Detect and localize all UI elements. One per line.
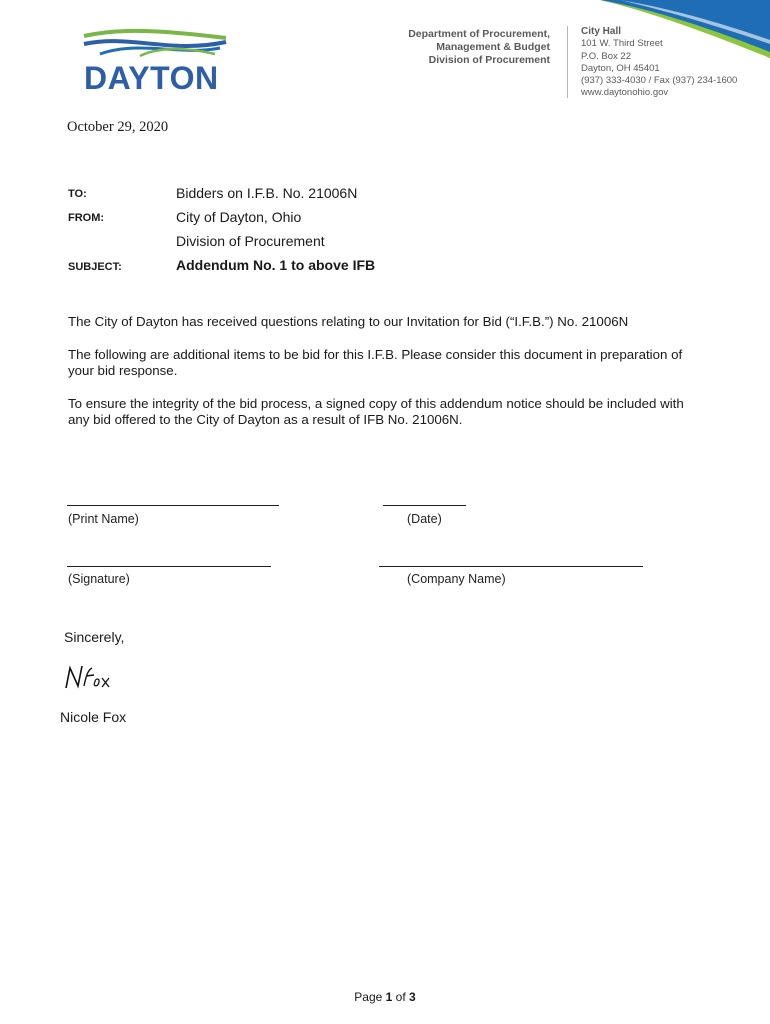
body-paragraph-3-line2: any bid offered to the City of Dayton as a result of IFB No. 21006N. — [68, 412, 463, 427]
subject-label: SUBJECT: — [68, 261, 122, 273]
dayton-logo-waves-icon — [80, 26, 230, 62]
body-paragraph-2-line1: The following are additional items to be bid for this I.F.B. Please consider this document in preparation of — [68, 347, 683, 362]
page-number: 1 — [385, 990, 393, 1004]
address-line: Dayton, OH 45401 — [581, 62, 660, 74]
address-title: City Hall — [581, 26, 622, 37]
page-footer — [0, 990, 770, 1004]
to-label: TO: — [68, 188, 87, 200]
address-block — [581, 26, 737, 100]
signature-caption: (Signature) — [68, 572, 130, 586]
from-label: FROM: — [68, 212, 105, 224]
from-value-line2: Division of Procurement — [176, 233, 325, 249]
address-line: www.daytonohio.gov — [581, 87, 669, 99]
body-paragraph-1: The City of Dayton has received questions relating to our Invitation for Bid (“I.F.B.”) No. 21006N — [68, 314, 629, 329]
dept-line-2: Management & Budget — [436, 41, 550, 53]
company-name-line — [379, 566, 643, 567]
company-name-caption: (Company Name) — [407, 572, 506, 586]
from-value-line1: City of Dayton, Ohio — [176, 209, 302, 225]
print-name-line — [67, 505, 279, 506]
address-line: 101 W. Third Street — [581, 38, 663, 50]
body-paragraph-2-line2: your bid response. — [68, 363, 178, 378]
logo-wordmark: DAYTON — [84, 60, 219, 96]
address-line: P.O. Box 22 — [581, 50, 631, 62]
address-line: (937) 333-4030 / Fax (937) 234-1600 — [581, 75, 738, 87]
dept-line-1: Department of Procurement, — [408, 28, 550, 40]
body-paragraph-3-line1: To ensure the integrity of the bid process, a signed copy of this addendum notice should be included with — [68, 396, 684, 411]
signer-name: Nicole Fox — [60, 709, 127, 725]
subject-value: Addendum No. 1 to above IFB — [176, 257, 376, 273]
to-value: Bidders on I.F.B. No. 21006N — [176, 185, 358, 201]
page-word: Page — [354, 990, 386, 1004]
date-line — [383, 505, 466, 506]
print-name-caption: (Print Name) — [68, 512, 139, 526]
page-total: 3 — [409, 990, 416, 1004]
dayton-logo — [80, 26, 230, 98]
letter-date: October 29, 2020 — [67, 119, 169, 135]
handwritten-signature — [62, 662, 122, 692]
signature-line — [67, 566, 271, 567]
date-caption: (Date) — [407, 512, 442, 526]
closing-salutation: Sincerely, — [64, 629, 125, 645]
dept-line-3: Division of Procurement — [428, 54, 550, 66]
header-divider — [567, 26, 568, 98]
of-word: of — [392, 990, 410, 1004]
